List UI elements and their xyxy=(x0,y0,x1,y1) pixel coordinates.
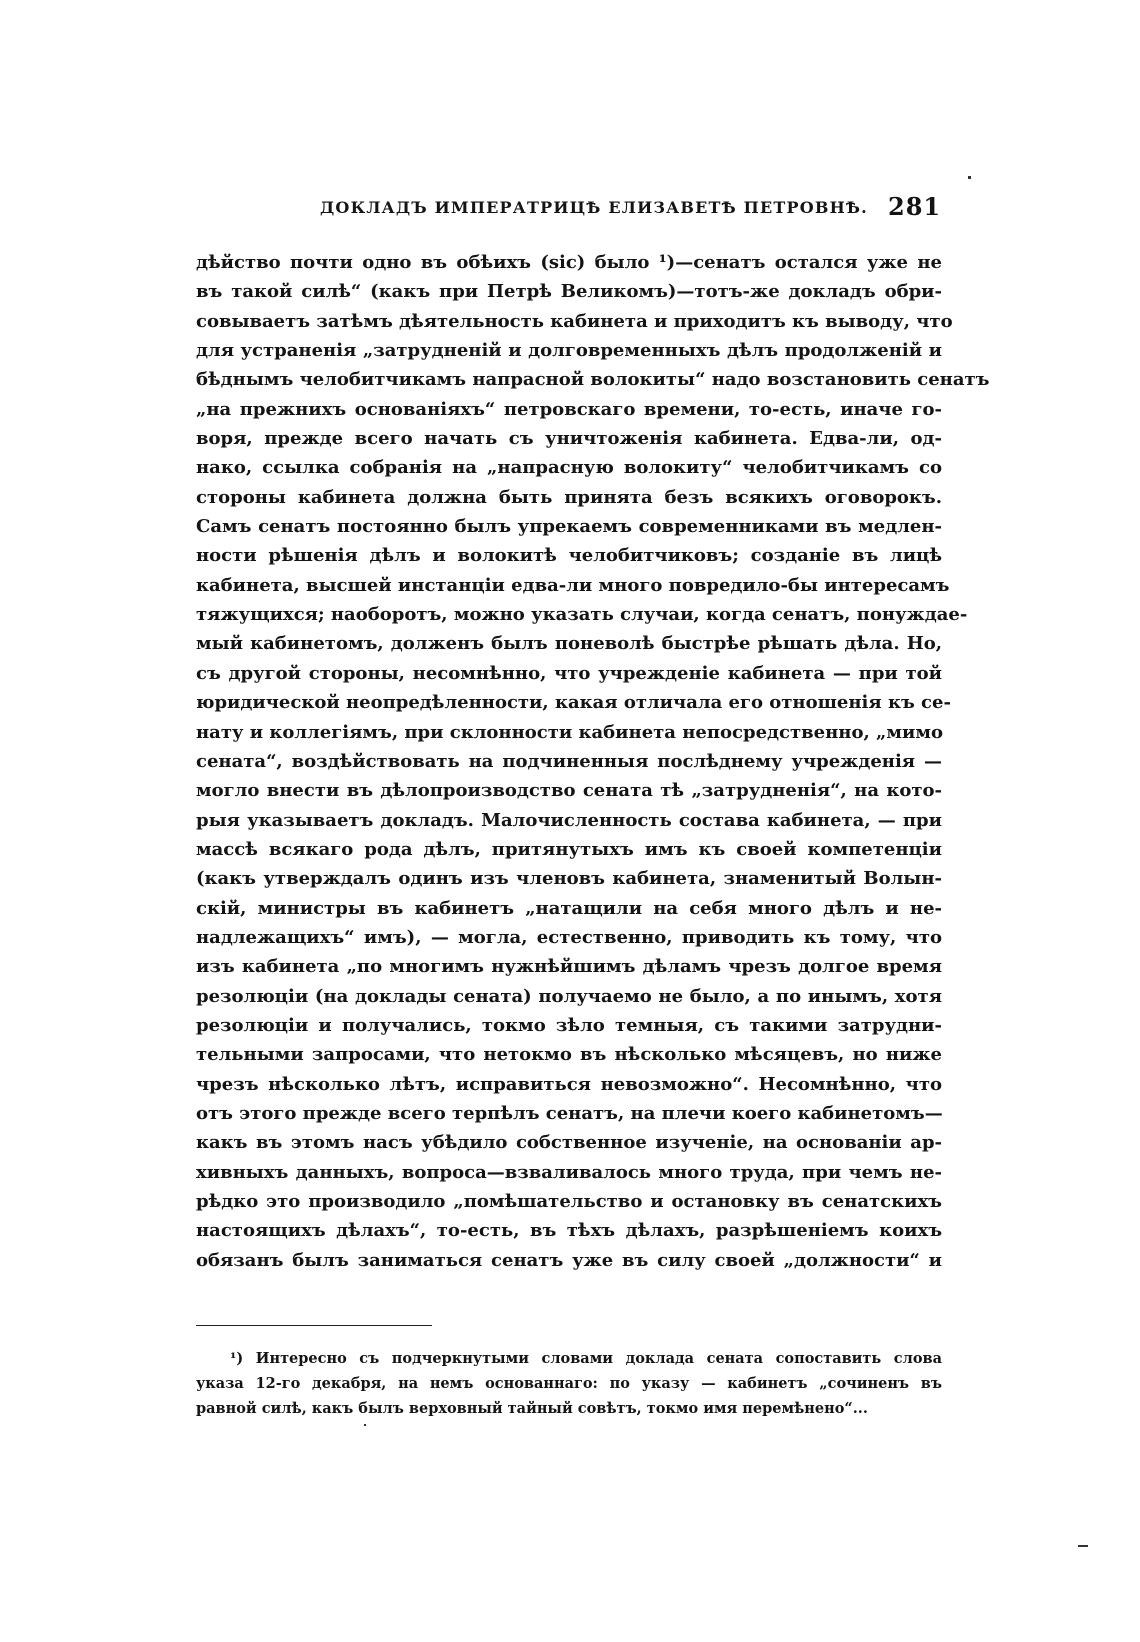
footnote-line: ¹) Интересно съ подчеркнутыми словами доклада сената сопоставить слова xyxy=(230,1350,942,1367)
body-line: массѣ всякаго рода дѣлъ, притянутыхъ имъ къ своей компетенціи xyxy=(196,838,942,860)
body-line: воря, прежде всего начать съ уничтоженія кабинета. Едва-ли, од- xyxy=(196,428,942,450)
body-line: тяжущихся; наоборотъ, можно указать случаи, когда сенатъ, понуждае- xyxy=(196,604,968,626)
body-line: сената“, воздѣйствовать на подчиненныя послѣднему учрежденія — xyxy=(196,750,942,772)
body-line: надлежащихъ“ имъ), — могла, естественно, приводить къ тому, что xyxy=(196,926,942,948)
page-number: 281 xyxy=(888,192,942,221)
body-line: резолюціи (на доклады сената) получаемо не было, а по инымъ, хотя xyxy=(196,985,942,1007)
body-line: (какъ утверждалъ одинъ изъ членовъ кабинета, знаменитый Волын- xyxy=(196,868,942,890)
body-line: могло внести въ дѣлопроизводство сената тѣ „затрудненія“, на кото- xyxy=(196,780,942,802)
body-line: тельными запросами, что нетокмо въ нѣсколько мѣсяцевъ, но ниже xyxy=(196,1044,942,1066)
footnote-line: равной силѣ, какъ былъ верховный тайный совѣтъ, токмо имя перемѣнено“... xyxy=(196,1400,868,1417)
body-line: ности рѣшенія дѣлъ и волокитѣ челобитчиковъ; созданіе въ лицѣ xyxy=(196,545,942,567)
body-line: юридической неопредѣленности, какая отличала его отношенія къ се- xyxy=(196,692,951,714)
scan-speck xyxy=(1078,1545,1088,1547)
body-line: кабинета, высшей инстанціи едва-ли много повредило-бы интересамъ xyxy=(196,574,950,596)
running-header-title: ДОКЛАДЪ ИМПЕРАТРИЦѢ ЕЛИЗАВЕТѢ ПЕТРОВНѢ. xyxy=(320,198,868,217)
body-line: съ другой стороны, несомнѣнно, что учрежденіе кабинета — при той xyxy=(196,662,942,684)
body-line: настоящихъ дѣлахъ“, то-есть, въ тѣхъ дѣлахъ, разрѣшеніемъ коихъ xyxy=(196,1220,942,1242)
body-line: какъ въ этомъ насъ убѣдило собственное изученіе, на основаніи ар- xyxy=(196,1132,942,1154)
body-line: чрезъ нѣсколько лѣтъ, исправиться невозможно“. Несомнѣнно, что xyxy=(196,1073,942,1095)
body-text xyxy=(196,248,990,1275)
footnote xyxy=(196,1346,942,1421)
body-line: мый кабинетомъ, долженъ былъ поневолѣ быстрѣе рѣшать дѣла. Но, xyxy=(196,633,942,655)
body-line: стороны кабинета должна быть принята безъ всякихъ оговорокъ. xyxy=(196,486,942,508)
scan-speck xyxy=(968,176,971,179)
body-line: Самъ сенатъ постоянно былъ упрекаемъ современниками въ медлен- xyxy=(196,516,942,538)
body-line: резолюціи и получались, токмо зѣло темныя, съ такими затрудни- xyxy=(196,1014,942,1036)
body-line: нако, ссылка собранія на „напрасную волокиту“ челобитчикамъ со xyxy=(196,457,942,479)
body-line: обязанъ былъ заниматься сенатъ уже въ силу своей „должности“ и xyxy=(196,1249,942,1271)
body-line: дѣйство почти одно въ обѣихъ (sic) было ¹)—сенатъ остался уже не xyxy=(196,252,942,273)
body-line: изъ кабинета „по многимъ нужнѣйшимъ дѣламъ чрезъ долгое время xyxy=(196,956,942,978)
body-line: рыя указываетъ докладъ. Малочисленность состава кабинета, — при xyxy=(196,809,942,831)
body-line: въ такой силѣ“ (какъ при Петрѣ Великомъ)—тотъ-же докладъ обри- xyxy=(196,281,942,303)
body-line: для устраненія „затрудненій и долговременныхъ дѣлъ продолженій и xyxy=(196,340,942,362)
body-line: совываетъ затѣмъ дѣятельность кабинета и приходитъ къ выводу, что xyxy=(196,310,953,332)
body-line: скій, министры въ кабинетъ „натащили на себя много дѣлъ и не- xyxy=(196,897,942,919)
body-line: отъ этого прежде всего терпѣлъ сенатъ, на плечи коего кабинетомъ— xyxy=(196,1102,943,1124)
body-line: бѣднымъ челобитчикамъ напрасной волокиты“ надо возстановить сенатъ xyxy=(196,369,990,391)
body-line: „на прежнихъ основаніяхъ“ петровскаго времени, то-есть, иначе го- xyxy=(196,398,942,420)
body-line: рѣдко это производило „помѣшательство и остановку въ сенатскихъ xyxy=(196,1191,942,1212)
body-line: хивныхъ данныхъ, вопроса—взваливалось много труда, при чемъ не- xyxy=(196,1161,942,1183)
footnote-line: указа 12-го декабря, на немъ основаннаго: по указу — кабинетъ „сочиненъ въ xyxy=(196,1375,942,1392)
body-line: нату и коллегіямъ, при склонности кабинета непосредственно, „мимо xyxy=(196,721,943,743)
scan-speck xyxy=(364,1424,366,1426)
footnote-divider xyxy=(196,1325,432,1326)
